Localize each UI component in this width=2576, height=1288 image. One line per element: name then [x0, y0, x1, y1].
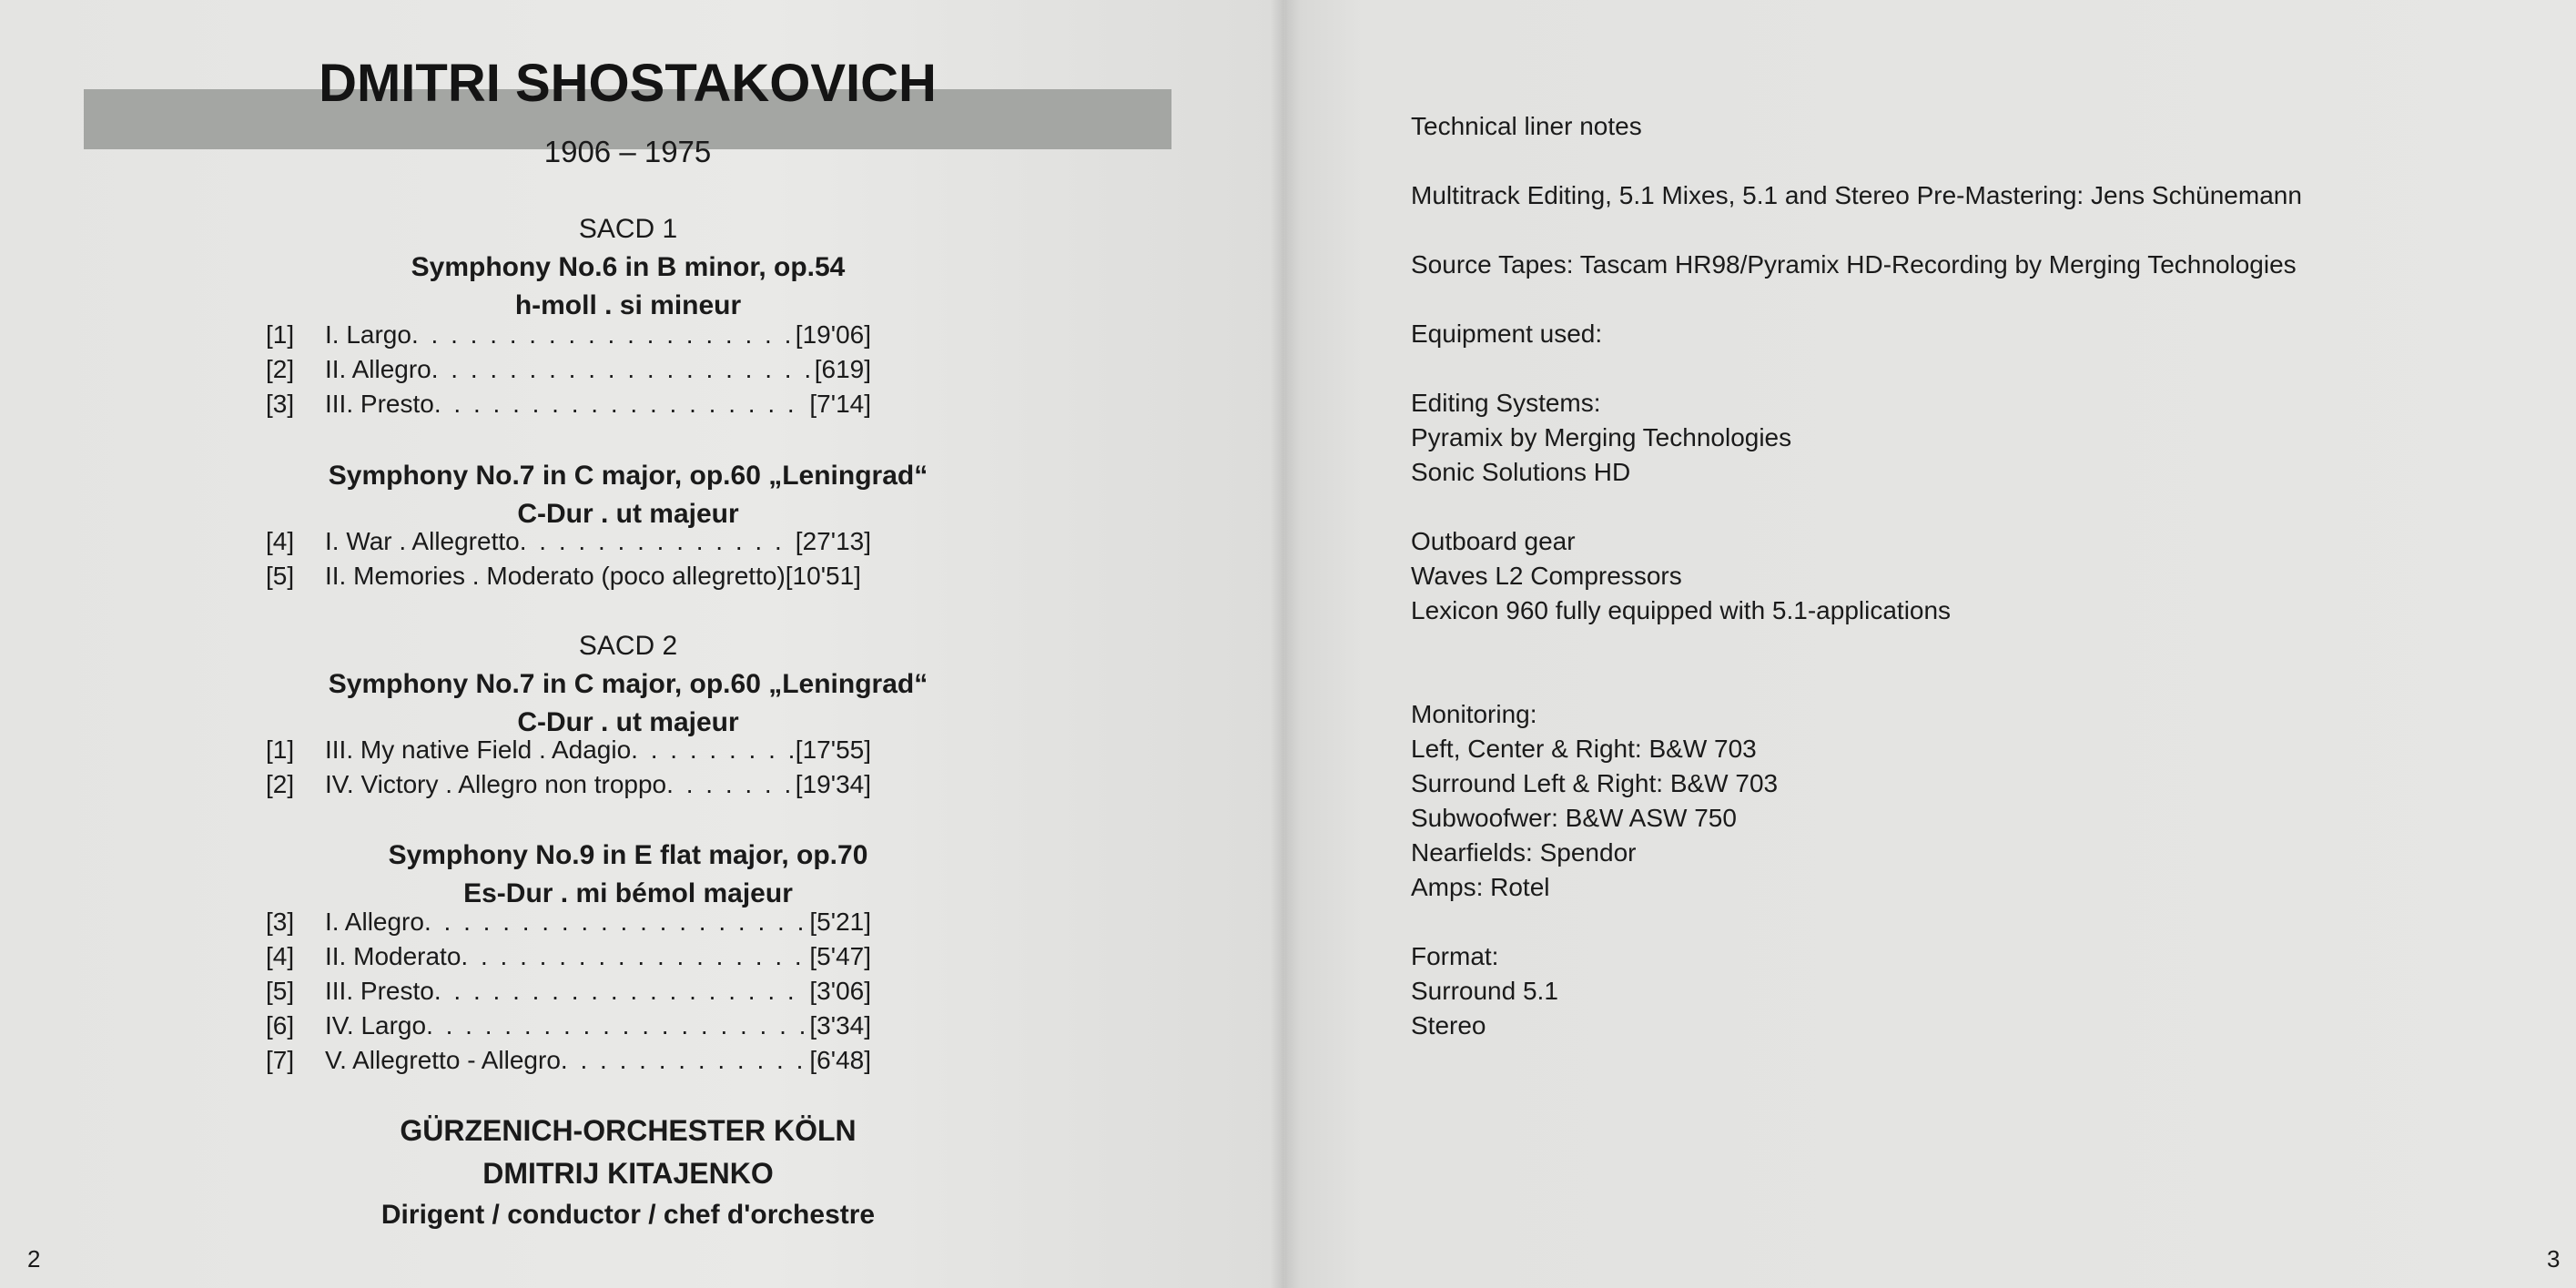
track-title: IV. Victory . Allegro non troppo: [325, 770, 667, 798]
notes-line: Outboard gear: [1411, 527, 1576, 555]
track-number: [1]: [266, 320, 295, 349]
track-number: [3]: [266, 390, 295, 418]
notes-spacer: [1411, 905, 2503, 939]
sym9-title: Symphony No.9 in E flat major, op.70: [388, 840, 868, 870]
track-row: [266, 527, 871, 560]
track-title: I. Largo: [325, 320, 411, 349]
track-duration: [19'06]: [795, 320, 871, 349]
page-number-right: 3: [2547, 1245, 2561, 1273]
notes-line: Pyramix by Merging Technologies: [1411, 423, 1792, 451]
leader-dots: [431, 355, 815, 384]
track-number: [7]: [266, 1046, 295, 1074]
conductor-role: Dirigent / conductor / chef d'orchestre: [380, 1200, 876, 1230]
notes-line: Amps: Rotel: [1411, 873, 1550, 901]
track-duration: [619]: [814, 355, 871, 383]
track-number: [5]: [266, 562, 295, 590]
notes-line: Sonic Solutions HD: [1411, 458, 1631, 486]
notes-spacer: [1411, 282, 2503, 317]
orchestra-name: GÜRZENICH-ORCHESTER KÖLN: [400, 1114, 857, 1147]
track-number: [1]: [266, 735, 295, 764]
composer-title: DMITRI SHOSTAKOVICH: [319, 54, 937, 113]
track-row: [266, 770, 871, 803]
track-title: IV. Largo: [325, 1011, 427, 1040]
track-number: [6]: [266, 1011, 295, 1040]
notes-line: Technical liner notes: [1411, 112, 1642, 140]
page-number-left: 2: [27, 1245, 41, 1273]
conductor-name: DMITRIJ KITAJENKO: [482, 1157, 774, 1190]
composer-years: 1906 – 1975: [543, 135, 712, 168]
track-row: [266, 390, 871, 422]
leader-dots: [461, 942, 809, 971]
track-duration: [5'47]: [809, 942, 871, 970]
leader-dots: [411, 320, 796, 350]
track-title: III. Presto: [325, 977, 434, 1005]
track-title: III. Presto: [325, 390, 434, 418]
track-row: [266, 735, 871, 768]
leader-dots: [631, 735, 796, 765]
track-number: [5]: [266, 977, 295, 1005]
notes-line: Left, Center & Right: B&W 703: [1411, 735, 1757, 763]
notes-line: Stereo: [1411, 1011, 1486, 1040]
notes-line: Subwoofwer: B&W ASW 750: [1411, 804, 1737, 832]
booklet-spine: [1270, 0, 1301, 1288]
notes-line: Lexicon 960 fully equipped with 5.1-applications: [1411, 596, 1952, 624]
track-number: [2]: [266, 770, 295, 798]
notes-spacer: [1411, 490, 2503, 524]
track-row: [266, 942, 871, 975]
notes-line: Multitrack Editing, 5.1 Mixes, 5.1 and Stereo Pre-Mastering: Jens Schünemann: [1411, 181, 2302, 209]
notes-spacer: [1411, 213, 2503, 248]
leader-dots: [434, 390, 810, 419]
sym7b-keys: C-Dur . ut majeur: [517, 707, 739, 737]
track-number: [2]: [266, 355, 295, 383]
track-number: [4]: [266, 527, 295, 555]
notes-spacer: [1411, 351, 2503, 386]
track-title: II. Moderato: [325, 942, 461, 970]
track-duration: [5'21]: [809, 908, 871, 936]
track-duration: [19'34]: [795, 770, 871, 798]
notes-line: Waves L2 Compressors: [1411, 562, 1682, 590]
track-title: III. My native Field . Adagio: [325, 735, 632, 764]
track-duration: [3'06]: [809, 977, 871, 1005]
sacd1-label: SACD 1: [578, 214, 678, 244]
track-duration: [6'48]: [809, 1046, 871, 1074]
leader-dots: [666, 770, 796, 799]
notes-line: Monitoring:: [1411, 700, 1537, 728]
leader-dots: [426, 1011, 809, 1040]
notes-line: Format:: [1411, 942, 1499, 970]
track-row: [266, 1011, 871, 1044]
track-title: II. Allegro: [325, 355, 431, 383]
sacd2-label: SACD 2: [578, 631, 678, 661]
technical-notes: [1411, 109, 2503, 1043]
track-duration: [7'14]: [809, 390, 871, 418]
notes-line: Nearfields: Spendor: [1411, 838, 1637, 867]
track-title: I. Allegro: [325, 908, 424, 936]
track-title: V. Allegretto - Allegro: [325, 1046, 561, 1074]
sym7-title: Symphony No.7 in C major, op.60 „Leningrad“: [328, 461, 928, 491]
sym7b-title: Symphony No.7 in C major, op.60 „Leningrad“: [328, 669, 928, 699]
sym7-keys: C-Dur . ut majeur: [517, 499, 739, 529]
track-row: [266, 977, 871, 1009]
track-number: [3]: [266, 908, 295, 936]
track-row: [266, 1046, 871, 1079]
notes-spacer: [1411, 663, 2503, 697]
track-duration: [10'51]: [785, 562, 861, 590]
sym9-keys: Es-Dur . mi bémol majeur: [463, 878, 793, 908]
notes-spacer: [1411, 144, 2503, 178]
notes-line: Surround 5.1: [1411, 977, 1558, 1005]
track-row: [266, 562, 871, 594]
sym6-keys: h-moll . si mineur: [514, 290, 742, 320]
track-duration: [3'34]: [809, 1011, 871, 1040]
track-number: [4]: [266, 942, 295, 970]
track-duration: [27'13]: [795, 527, 871, 555]
sym6-title: Symphony No.6 in B minor, op.54: [411, 252, 846, 282]
track-row: [266, 320, 871, 353]
notes-spacer: [1411, 628, 2503, 663]
track-row: [266, 355, 871, 388]
track-title: I. War . Allegretto: [325, 527, 520, 555]
track-duration: [17'55]: [795, 735, 871, 764]
notes-line: Editing Systems:: [1411, 389, 1601, 417]
left-page: [0, 0, 1285, 1288]
leader-dots: [434, 977, 810, 1006]
leader-dots: [424, 908, 809, 937]
notes-line: Source Tapes: Tascam HR98/Pyramix HD-Recording by Merging Technologies: [1411, 250, 2297, 279]
track-title: II. Memories . Moderato (poco allegretto): [325, 562, 786, 590]
notes-line: Equipment used:: [1411, 319, 1603, 348]
leader-dots: [561, 1046, 809, 1075]
track-row: [266, 908, 871, 940]
leader-dots: [520, 527, 796, 556]
notes-line: Surround Left & Right: B&W 703: [1411, 769, 1779, 797]
